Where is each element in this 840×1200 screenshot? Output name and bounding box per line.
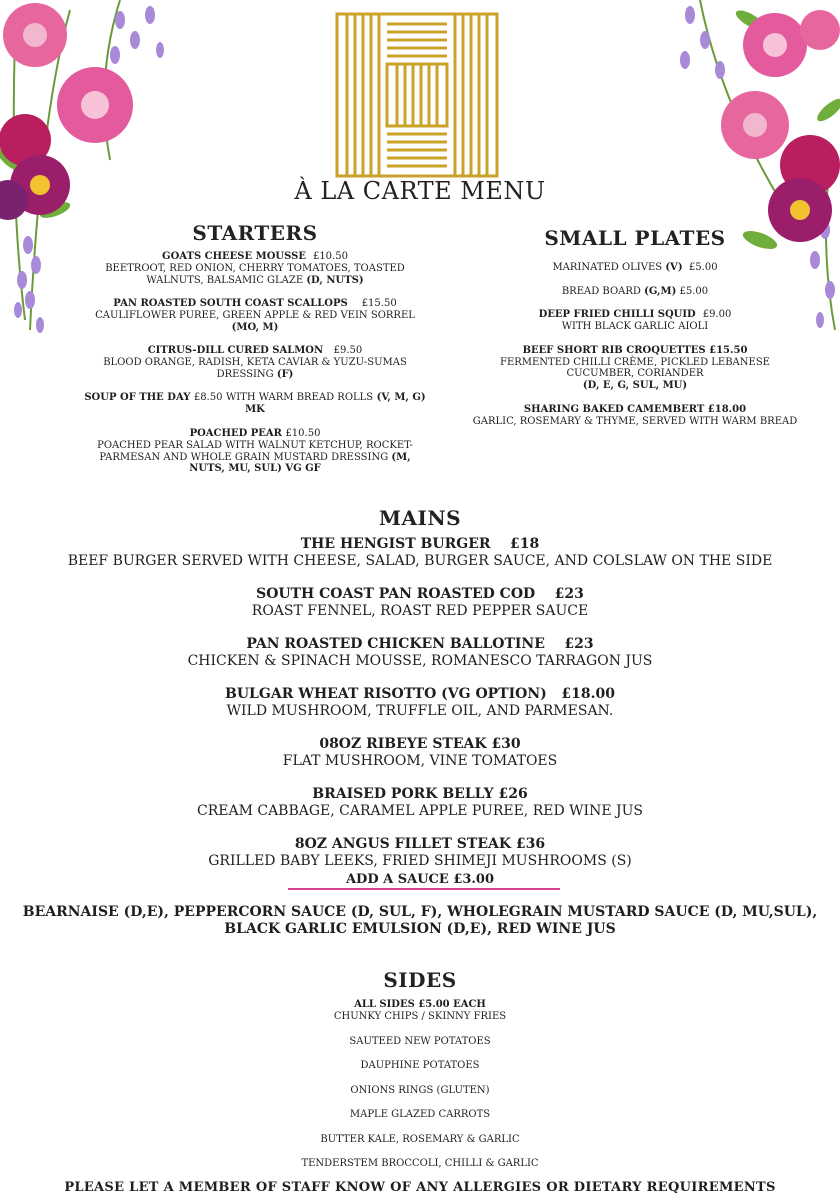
list-item: SHARING BAKED CAMEMBERT £18.00 GARLIC, ROSEMARY & THYME, SERVED WITH WARM BREAD: [472, 403, 798, 427]
list-item: SOUTH COAST PAN ROASTED COD £23 ROAST FENNEL, ROAST RED PEPPER SAUCE: [251, 586, 589, 619]
list-item: ONIONS RINGS (GLUTEN): [350, 1084, 490, 1096]
small-plates-heading: SMALL PLATES: [544, 226, 726, 250]
mains-section: [20, 506, 820, 886]
list-item: BEEF SHORT RIB CROQUETTES £15.50 FERMENTED CHILLI CRÈME, PICKLED LEBANESE CUCUMBER, CORIANDER (D, E, G, SUL, MU): [500, 344, 770, 391]
sides-section: [0, 968, 840, 1183]
list-item: GOATS CHEESE MOUSSE £10.50 BEETROOT, RED ONION, CHERRY TOMATOES, TOASTED WALNUTS, BALSAMIC GLAZE (D, NUTS): [105, 251, 405, 286]
list-item: PAN ROASTED SOUTH COAST SCALLOPS £15.50 CAULIFLOWER PUREE, GREEN APPLE & RED VEIN SORREL (MO, M): [95, 298, 415, 333]
list-item: BREAD BOARD (G,M) £5.00: [561, 285, 709, 297]
list-item: BRAISED PORK BELLY £26 CREAM CABBAGE, CARAMEL APPLE PUREE, RED WINE JUS: [196, 786, 643, 819]
list-item: CHUNKY CHIPS / SKINNY FRIES: [333, 1011, 507, 1022]
list-item: BULGAR WHEAT RISOTTO (VG OPTION) £18.00 WILD MUSHROOM, TRUFFLE OIL, AND PARMESAN.: [225, 686, 615, 719]
list-item: TENDERSTEM BROCCOLI, CHILLI & GARLIC: [301, 1158, 539, 1169]
small-plates-section: [470, 226, 800, 439]
list-item: MAPLE GLAZED CARROTS: [349, 1109, 491, 1120]
starters-section: [80, 221, 430, 487]
list-item: POACHED PEAR £10.50 POACHED PEAR SALAD WITH WALNUT KETCHUP, ROCKET-PARMESAN AND WHOLE GRAIN MUSTARD DRESSING (M, NUTS, MU, SUL) VG GF: [97, 428, 413, 474]
mains-heading: MAINS: [378, 506, 462, 530]
list-item: SOUP OF THE DAY £8.50 WITH WARM BREAD ROLLS (V, M, G) MK: [84, 392, 426, 415]
list-item: 08OZ RIBEYE STEAK £30 FLAT MUSHROOM, VINE TOMATOES: [282, 736, 558, 769]
list-item: SAUTEED NEW POTATOES: [349, 1035, 491, 1047]
starters-heading: STARTERS: [192, 221, 318, 245]
list-item: THE HENGIST BURGER £18 BEEF BURGER SERVED WITH CHEESE, SALAD, BURGER SAUCE, AND COLSLAW ON THE SIDE: [67, 536, 773, 569]
list-item: DAUPHINE POTATOES: [360, 1060, 480, 1071]
list-item: CITRUS-DILL CURED SALMON £9.50 BLOOD ORANGE, RADISH, KETA CAVIAR & YUZU-SUMAS DRESSING (F): [103, 345, 407, 380]
add-sauce-title: ADD A SAUCE £3.00: [345, 872, 495, 887]
allergy-notice: PLEASE LET A MEMBER OF STAFF KNOW OF ANY ALLERGIES OR DIETARY REQUIREMENTS: [64, 1180, 776, 1195]
sauce-list: BEARNAISE (D,E), PEPPERCORN SAUCE (D, SUL, F), WHOLEGRAIN MUSTARD SAUCE (D, MU,SUL), BLACK GARLIC EMULSION (D,E), RED WINE JUS: [22, 904, 818, 937]
list-item: PAN ROASTED CHICKEN BALLOTINE £23 CHICKEN & SPINACH MOUSSE, ROMANESCO TARRAGON JUS: [187, 636, 653, 669]
list-item: BUTTER KALE, ROSEMARY & GARLIC: [320, 1133, 520, 1145]
list-item: DEEP FRIED CHILLI SQUID £9.00 WITH BLACK GARLIC AIOLI: [538, 309, 732, 332]
list-item: MARINATED OLIVES (V) £5.00: [552, 262, 718, 273]
sides-note: ALL SIDES £5.00 EACH: [354, 999, 486, 1010]
sides-heading: SIDES: [383, 968, 457, 992]
restaurant-logo: [335, 12, 499, 178]
list-item: 8OZ ANGUS FILLET STEAK £36 GRILLED BABY LEEKS, FRIED SHIMEJI MUSHROOMS (S): [208, 836, 632, 869]
menu-title: À LA CARTE MENU: [294, 177, 546, 205]
divider: [288, 888, 560, 890]
